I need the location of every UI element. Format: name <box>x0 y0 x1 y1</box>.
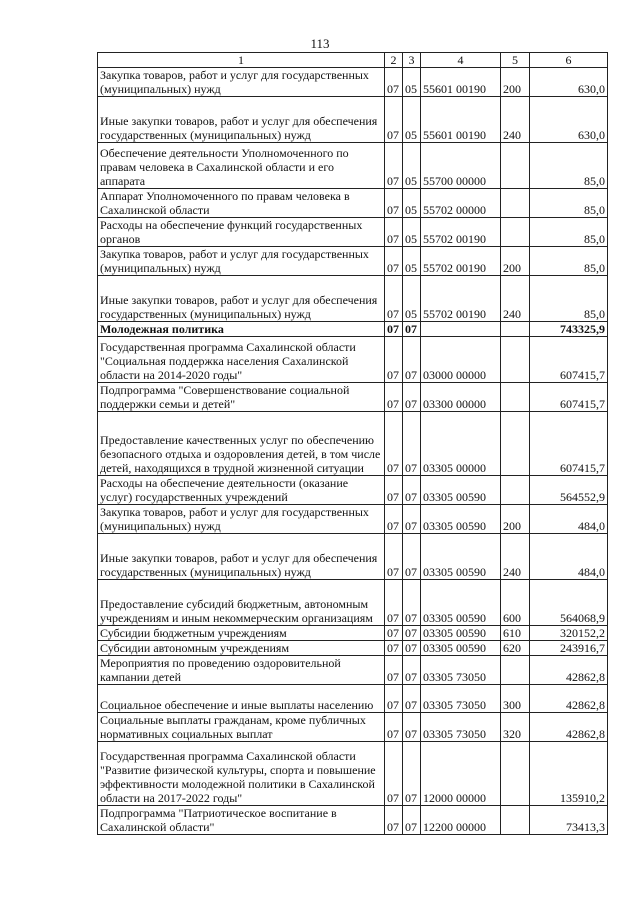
row-subsection-cell: 05 <box>403 97 421 143</box>
row-name-cell: Иные закупки товаров, работ и услуг для обеспечения государственных (муниципальных) нужд <box>98 276 385 322</box>
table-header-row <box>98 53 608 68</box>
table-row <box>98 218 608 247</box>
row-expense-type-cell <box>501 656 530 685</box>
row-section-cell: 07 <box>385 476 403 505</box>
row-section-cell: 07 <box>385 412 403 476</box>
table-row <box>98 476 608 505</box>
row-amount-cell: 607415,7 <box>530 337 608 383</box>
row-expense-type-cell: 240 <box>501 534 530 580</box>
table-row <box>98 806 608 835</box>
col-header-name: 1 <box>98 53 385 68</box>
table-row <box>98 143 608 189</box>
row-amount-cell: 564068,9 <box>530 580 608 626</box>
table-row <box>98 742 608 806</box>
row-expense-type-cell: 200 <box>501 247 530 276</box>
row-section-cell: 07 <box>385 97 403 143</box>
table-row <box>98 68 608 97</box>
row-section-cell: 07 <box>385 534 403 580</box>
row-expense-type-cell <box>501 742 530 806</box>
row-amount-cell: 630,0 <box>530 68 608 97</box>
row-expense-type-cell: 600 <box>501 580 530 626</box>
row-target-article-cell: 03305 00000 <box>421 412 501 476</box>
row-expense-type-cell <box>501 806 530 835</box>
table-row <box>98 505 608 534</box>
row-section-cell: 07 <box>385 580 403 626</box>
row-expense-type-cell <box>501 476 530 505</box>
row-name-cell: Государственная программа Сахалинской области "Социальная поддержка населения Сахалинской области на 2014-2020 годы" <box>98 337 385 383</box>
row-target-article-cell: 03305 00590 <box>421 505 501 534</box>
row-target-article-cell: 03305 00590 <box>421 641 501 656</box>
row-name-cell: Подпрограмма "Совершенствование социальной поддержки семьи и детей" <box>98 383 385 412</box>
row-expense-type-cell: 240 <box>501 276 530 322</box>
row-target-article-cell: 03305 73050 <box>421 713 501 742</box>
row-section-cell: 07 <box>385 713 403 742</box>
row-amount-cell: 484,0 <box>530 505 608 534</box>
row-section-cell: 07 <box>385 68 403 97</box>
row-expense-type-cell: 200 <box>501 68 530 97</box>
row-target-article-cell: 03300 00000 <box>421 383 501 412</box>
row-target-article-cell: 12000 00000 <box>421 742 501 806</box>
row-name-cell: Государственная программа Сахалинской области "Развитие физической культуры, спорта и повышение эффективности молодежной политики в Сахалинской области на 2017-2022 годы" <box>98 742 385 806</box>
row-amount-cell: 607415,7 <box>530 412 608 476</box>
row-name-cell: Подпрограмма "Патриотическое воспитание в Сахалинской области" <box>98 806 385 835</box>
row-subsection-cell: 05 <box>403 276 421 322</box>
row-amount-cell: 85,0 <box>530 247 608 276</box>
row-amount-cell: 42862,8 <box>530 713 608 742</box>
table-row <box>98 97 608 143</box>
row-section-cell: 07 <box>385 276 403 322</box>
row-expense-type-cell <box>501 322 530 337</box>
row-subsection-cell: 07 <box>403 476 421 505</box>
row-amount-cell: 564552,9 <box>530 476 608 505</box>
row-section-cell: 07 <box>385 383 403 412</box>
row-expense-type-cell <box>501 383 530 412</box>
row-section-cell: 07 <box>385 656 403 685</box>
row-subsection-cell: 07 <box>403 806 421 835</box>
row-amount-cell: 630,0 <box>530 97 608 143</box>
row-amount-cell: 484,0 <box>530 534 608 580</box>
row-subsection-cell: 05 <box>403 143 421 189</box>
row-amount-cell: 607415,7 <box>530 383 608 412</box>
row-target-article-cell: 55700 00000 <box>421 143 501 189</box>
row-target-article-cell: 03305 00590 <box>421 580 501 626</box>
row-name-cell: Обеспечение деятельности Уполномоченного по правам человека в Сахалинской области и его аппарата <box>98 143 385 189</box>
row-subsection-cell: 05 <box>403 68 421 97</box>
row-amount-cell: 85,0 <box>530 143 608 189</box>
row-section-cell: 07 <box>385 322 403 337</box>
row-subsection-cell: 05 <box>403 218 421 247</box>
row-target-article-cell: 55702 00000 <box>421 189 501 218</box>
row-name-cell: Предоставление качественных услуг по обеспечению безопасного отдыха и оздоровления детей, в том числе детей, находящихся в трудной жизненной ситуации <box>98 412 385 476</box>
table-row <box>98 412 608 476</box>
row-name-cell: Социальное обеспечение и иные выплаты населению <box>98 685 385 713</box>
row-expense-type-cell <box>501 412 530 476</box>
table-row <box>98 322 608 337</box>
row-subsection-cell: 07 <box>403 505 421 534</box>
row-target-article-cell: 03305 73050 <box>421 685 501 713</box>
row-expense-type-cell: 620 <box>501 641 530 656</box>
table-row <box>98 656 608 685</box>
row-subsection-cell: 05 <box>403 189 421 218</box>
row-amount-cell: 85,0 <box>530 276 608 322</box>
row-expense-type-cell: 610 <box>501 626 530 641</box>
row-name-cell: Закупка товаров, работ и услуг для государственных (муниципальных) нужд <box>98 68 385 97</box>
row-subsection-cell: 07 <box>403 534 421 580</box>
row-subsection-cell: 07 <box>403 383 421 412</box>
col-header-section: 2 <box>385 53 403 68</box>
table-row <box>98 276 608 322</box>
row-section-cell: 07 <box>385 189 403 218</box>
table-row <box>98 337 608 383</box>
row-name-cell: Закупка товаров, работ и услуг для государственных (муниципальных) нужд <box>98 247 385 276</box>
row-name-cell: Молодежная политика <box>98 322 385 337</box>
row-amount-cell: 85,0 <box>530 189 608 218</box>
row-amount-cell: 320152,2 <box>530 626 608 641</box>
row-target-article-cell: 03305 00590 <box>421 626 501 641</box>
row-expense-type-cell <box>501 337 530 383</box>
row-amount-cell: 73413,3 <box>530 806 608 835</box>
row-target-article-cell: 03305 00590 <box>421 534 501 580</box>
row-amount-cell: 42862,8 <box>530 685 608 713</box>
row-subsection-cell: 07 <box>403 626 421 641</box>
row-subsection-cell: 07 <box>403 742 421 806</box>
col-header-expense-type: 5 <box>501 53 530 68</box>
row-subsection-cell: 07 <box>403 322 421 337</box>
row-name-cell: Расходы на обеспечение функций государственных органов <box>98 218 385 247</box>
row-target-article-cell: 55601 00190 <box>421 97 501 143</box>
row-section-cell: 07 <box>385 505 403 534</box>
row-name-cell: Расходы на обеспечение деятельности (оказание услуг) государственных учреждений <box>98 476 385 505</box>
row-amount-cell: 743325,9 <box>530 322 608 337</box>
row-subsection-cell: 07 <box>403 641 421 656</box>
row-name-cell: Предоставление субсидий бюджетным, автономным учреждениям и иным некоммерческим организациям <box>98 580 385 626</box>
row-expense-type-cell: 300 <box>501 685 530 713</box>
row-subsection-cell: 07 <box>403 656 421 685</box>
table-row <box>98 580 608 626</box>
row-subsection-cell: 07 <box>403 580 421 626</box>
row-name-cell: Субсидии автономным учреждениям <box>98 641 385 656</box>
table-row <box>98 383 608 412</box>
row-section-cell: 07 <box>385 685 403 713</box>
row-subsection-cell: 07 <box>403 337 421 383</box>
row-expense-type-cell: 200 <box>501 505 530 534</box>
table-row <box>98 189 608 218</box>
table-row <box>98 641 608 656</box>
table-row <box>98 685 608 713</box>
row-section-cell: 07 <box>385 641 403 656</box>
row-section-cell: 07 <box>385 143 403 189</box>
row-subsection-cell: 07 <box>403 412 421 476</box>
row-amount-cell: 85,0 <box>530 218 608 247</box>
row-section-cell: 07 <box>385 806 403 835</box>
row-expense-type-cell: 320 <box>501 713 530 742</box>
row-amount-cell: 243916,7 <box>530 641 608 656</box>
row-expense-type-cell <box>501 218 530 247</box>
row-target-article-cell: 55702 00190 <box>421 218 501 247</box>
table-row <box>98 713 608 742</box>
table-row <box>98 534 608 580</box>
col-header-subsection: 3 <box>403 53 421 68</box>
row-target-article-cell: 03305 73050 <box>421 656 501 685</box>
row-target-article-cell: 55702 00190 <box>421 247 501 276</box>
row-expense-type-cell: 240 <box>501 97 530 143</box>
row-section-cell: 07 <box>385 218 403 247</box>
row-amount-cell: 135910,2 <box>530 742 608 806</box>
row-subsection-cell: 05 <box>403 247 421 276</box>
row-name-cell: Иные закупки товаров, работ и услуг для обеспечения государственных (муниципальных) нужд <box>98 534 385 580</box>
row-target-article-cell: 12200 00000 <box>421 806 501 835</box>
row-name-cell: Мероприятия по проведению оздоровительной кампании детей <box>98 656 385 685</box>
table-row <box>98 626 608 641</box>
row-target-article-cell: 55702 00190 <box>421 276 501 322</box>
row-section-cell: 07 <box>385 337 403 383</box>
row-amount-cell: 42862,8 <box>530 656 608 685</box>
row-name-cell: Субсидии бюджетным учреждениям <box>98 626 385 641</box>
row-expense-type-cell <box>501 189 530 218</box>
col-header-amount: 6 <box>530 53 608 68</box>
row-name-cell: Иные закупки товаров, работ и услуг для обеспечения государственных (муниципальных) нужд <box>98 97 385 143</box>
row-subsection-cell: 07 <box>403 685 421 713</box>
col-header-target-article: 4 <box>421 53 501 68</box>
table-row <box>98 247 608 276</box>
row-target-article-cell: 03000 00000 <box>421 337 501 383</box>
row-section-cell: 07 <box>385 742 403 806</box>
page-number: 113 <box>310 36 330 51</box>
row-target-article-cell: 03305 00590 <box>421 476 501 505</box>
row-name-cell: Аппарат Уполномоченного по правам человека в Сахалинской области <box>98 189 385 218</box>
row-section-cell: 07 <box>385 247 403 276</box>
row-subsection-cell: 07 <box>403 713 421 742</box>
row-section-cell: 07 <box>385 626 403 641</box>
row-target-article-cell <box>421 322 501 337</box>
row-name-cell: Социальные выплаты гражданам, кроме публичных нормативных социальных выплат <box>98 713 385 742</box>
row-target-article-cell: 55601 00190 <box>421 68 501 97</box>
budget-table <box>97 52 608 835</box>
row-expense-type-cell <box>501 143 530 189</box>
row-name-cell: Закупка товаров, работ и услуг для государственных (муниципальных) нужд <box>98 505 385 534</box>
